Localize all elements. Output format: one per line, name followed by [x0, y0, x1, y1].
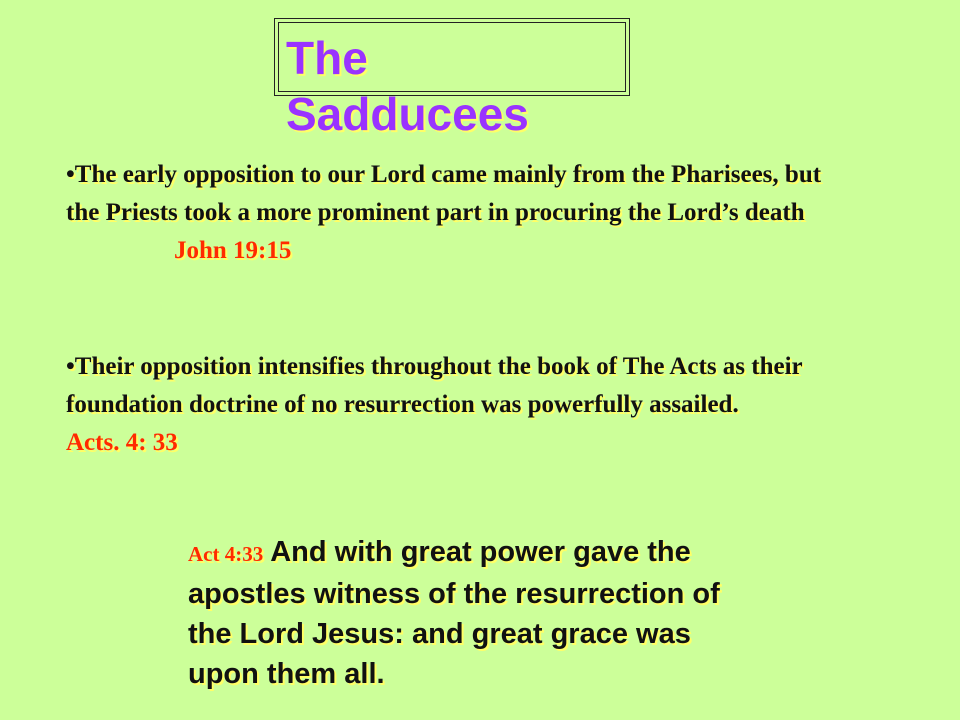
scripture-reference: John 19:15 — [174, 237, 292, 264]
bullet-marker: • — [66, 161, 75, 188]
bullet-text: The early opposition to our Lord came mainly from the Pharisees, but the Priests took a more prominent part in procuring the Lord’s death — [66, 161, 822, 226]
scripture-reference: Acts. 4: 33 — [66, 429, 178, 456]
verse-text: And with great power gave the apostles witness of the resurrection of the Lord Jesus: and great grace was upon them all. — [188, 536, 720, 690]
verse-reference: Act 4:33 — [188, 542, 264, 566]
verse-quote — [188, 532, 728, 694]
bullet-paragraph-2 — [66, 348, 846, 462]
bullet-paragraph-1 — [66, 156, 846, 270]
bullet-text: Their opposition intensifies throughout the book of The Acts as their foundation doctrine of no resurrection was powerfully assailed. — [66, 353, 803, 418]
slide-title: The Sadducees — [286, 32, 529, 140]
bullet-marker: • — [66, 353, 75, 380]
